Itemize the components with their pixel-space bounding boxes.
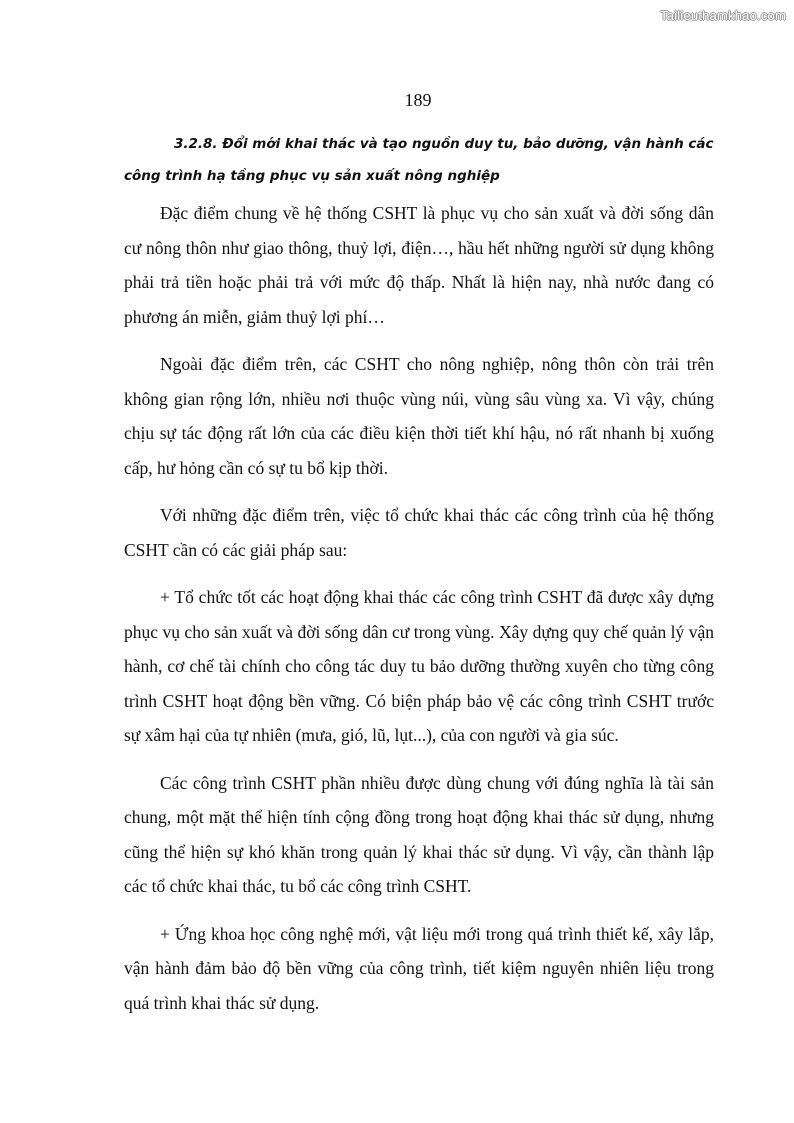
- paragraph-solutions-intro: Với những đặc điểm trên, việc tổ chức khai thác các công trình của hệ thống CSHT cần có các giải pháp sau:: [124, 505, 714, 560]
- paragraph-general-characteristics: Đặc điểm chung về hệ thống CSHT là phục vụ cho sản xuất và đời sống dân cư nông thôn như giao thông, thuỷ lợi, điện…, hầu hết những người sử dụng không phải trả tiền hoặc phải trả với mức độ thấp. Nhất là hiện nay, nhà nước đang có phương án miễn, giảm thuỷ lợi phí…: [124, 203, 714, 327]
- watermark-text: Tailieuthamkhao.com: [660, 8, 786, 23]
- paragraph-solution-technology: + Ứng khoa học công nghệ mới, vật liệu mới trong quá trình thiết kế, xây lắp, vận hành đảm bảo độ bền vững của công trình, tiết kiệm nguyên nhiên liệu trong quá trình khai thác sử dụng.: [124, 923, 714, 1013]
- section-heading: [124, 128, 714, 192]
- paragraph-wide-area: Ngoài đặc điểm trên, các CSHT cho nông nghiệp, nông thôn còn trải trên không gian rộng lớn, nhiều nơi thuộc vùng núi, vùng sâu vùng xa. Vì vậy, chúng chịu sự tác động rất lớn của các điều kiện thời tiết khí hậu, nó rất nhanh bị xuống cấp, hư hỏng cần có sự tu bổ kịp thời.: [124, 354, 714, 478]
- paragraph-shared-assets: Các công trình CSHT phần nhiều được dùng chung với đúng nghĩa là tài sản chung, một mặt thể hiện tính cộng đồng trong hoạt động khai thác sử dụng, nhưng cũng thể hiện sự khó khăn trong quản lý khai thác sử dụng. Vì vậy, cần thành lập các tổ chức khai thác, tu bổ các công trình CSHT.: [124, 772, 714, 896]
- section-heading-line-2: công trình hạ tầng phục vụ sản xuất nông nghiệp: [124, 168, 500, 184]
- page-number: 189: [404, 90, 432, 110]
- paragraph-solution-organize: + Tổ chức tốt các hoạt động khai thác các công trình CSHT đã được xây dựng phục vụ cho sản xuất và đời sống dân cư trong vùng. Xây dựng quy chế quản lý vận hành, cơ chế tài chính cho công tác duy tu bảo dưỡng thường xuyên cho từng công trình CSHT hoạt động bền vững. Có biện pháp bảo vệ các công trình CSHT trước sự xâm hại của tự nhiên (mưa, gió, lũ, lụt...), của con người và gia súc.: [124, 587, 714, 745]
- section-heading-line-1: 3.2.8. Đổi mới khai thác và tạo nguồn duy tu, bảo dưỡng, vận hành các: [174, 136, 714, 152]
- body-text: [124, 196, 714, 1033]
